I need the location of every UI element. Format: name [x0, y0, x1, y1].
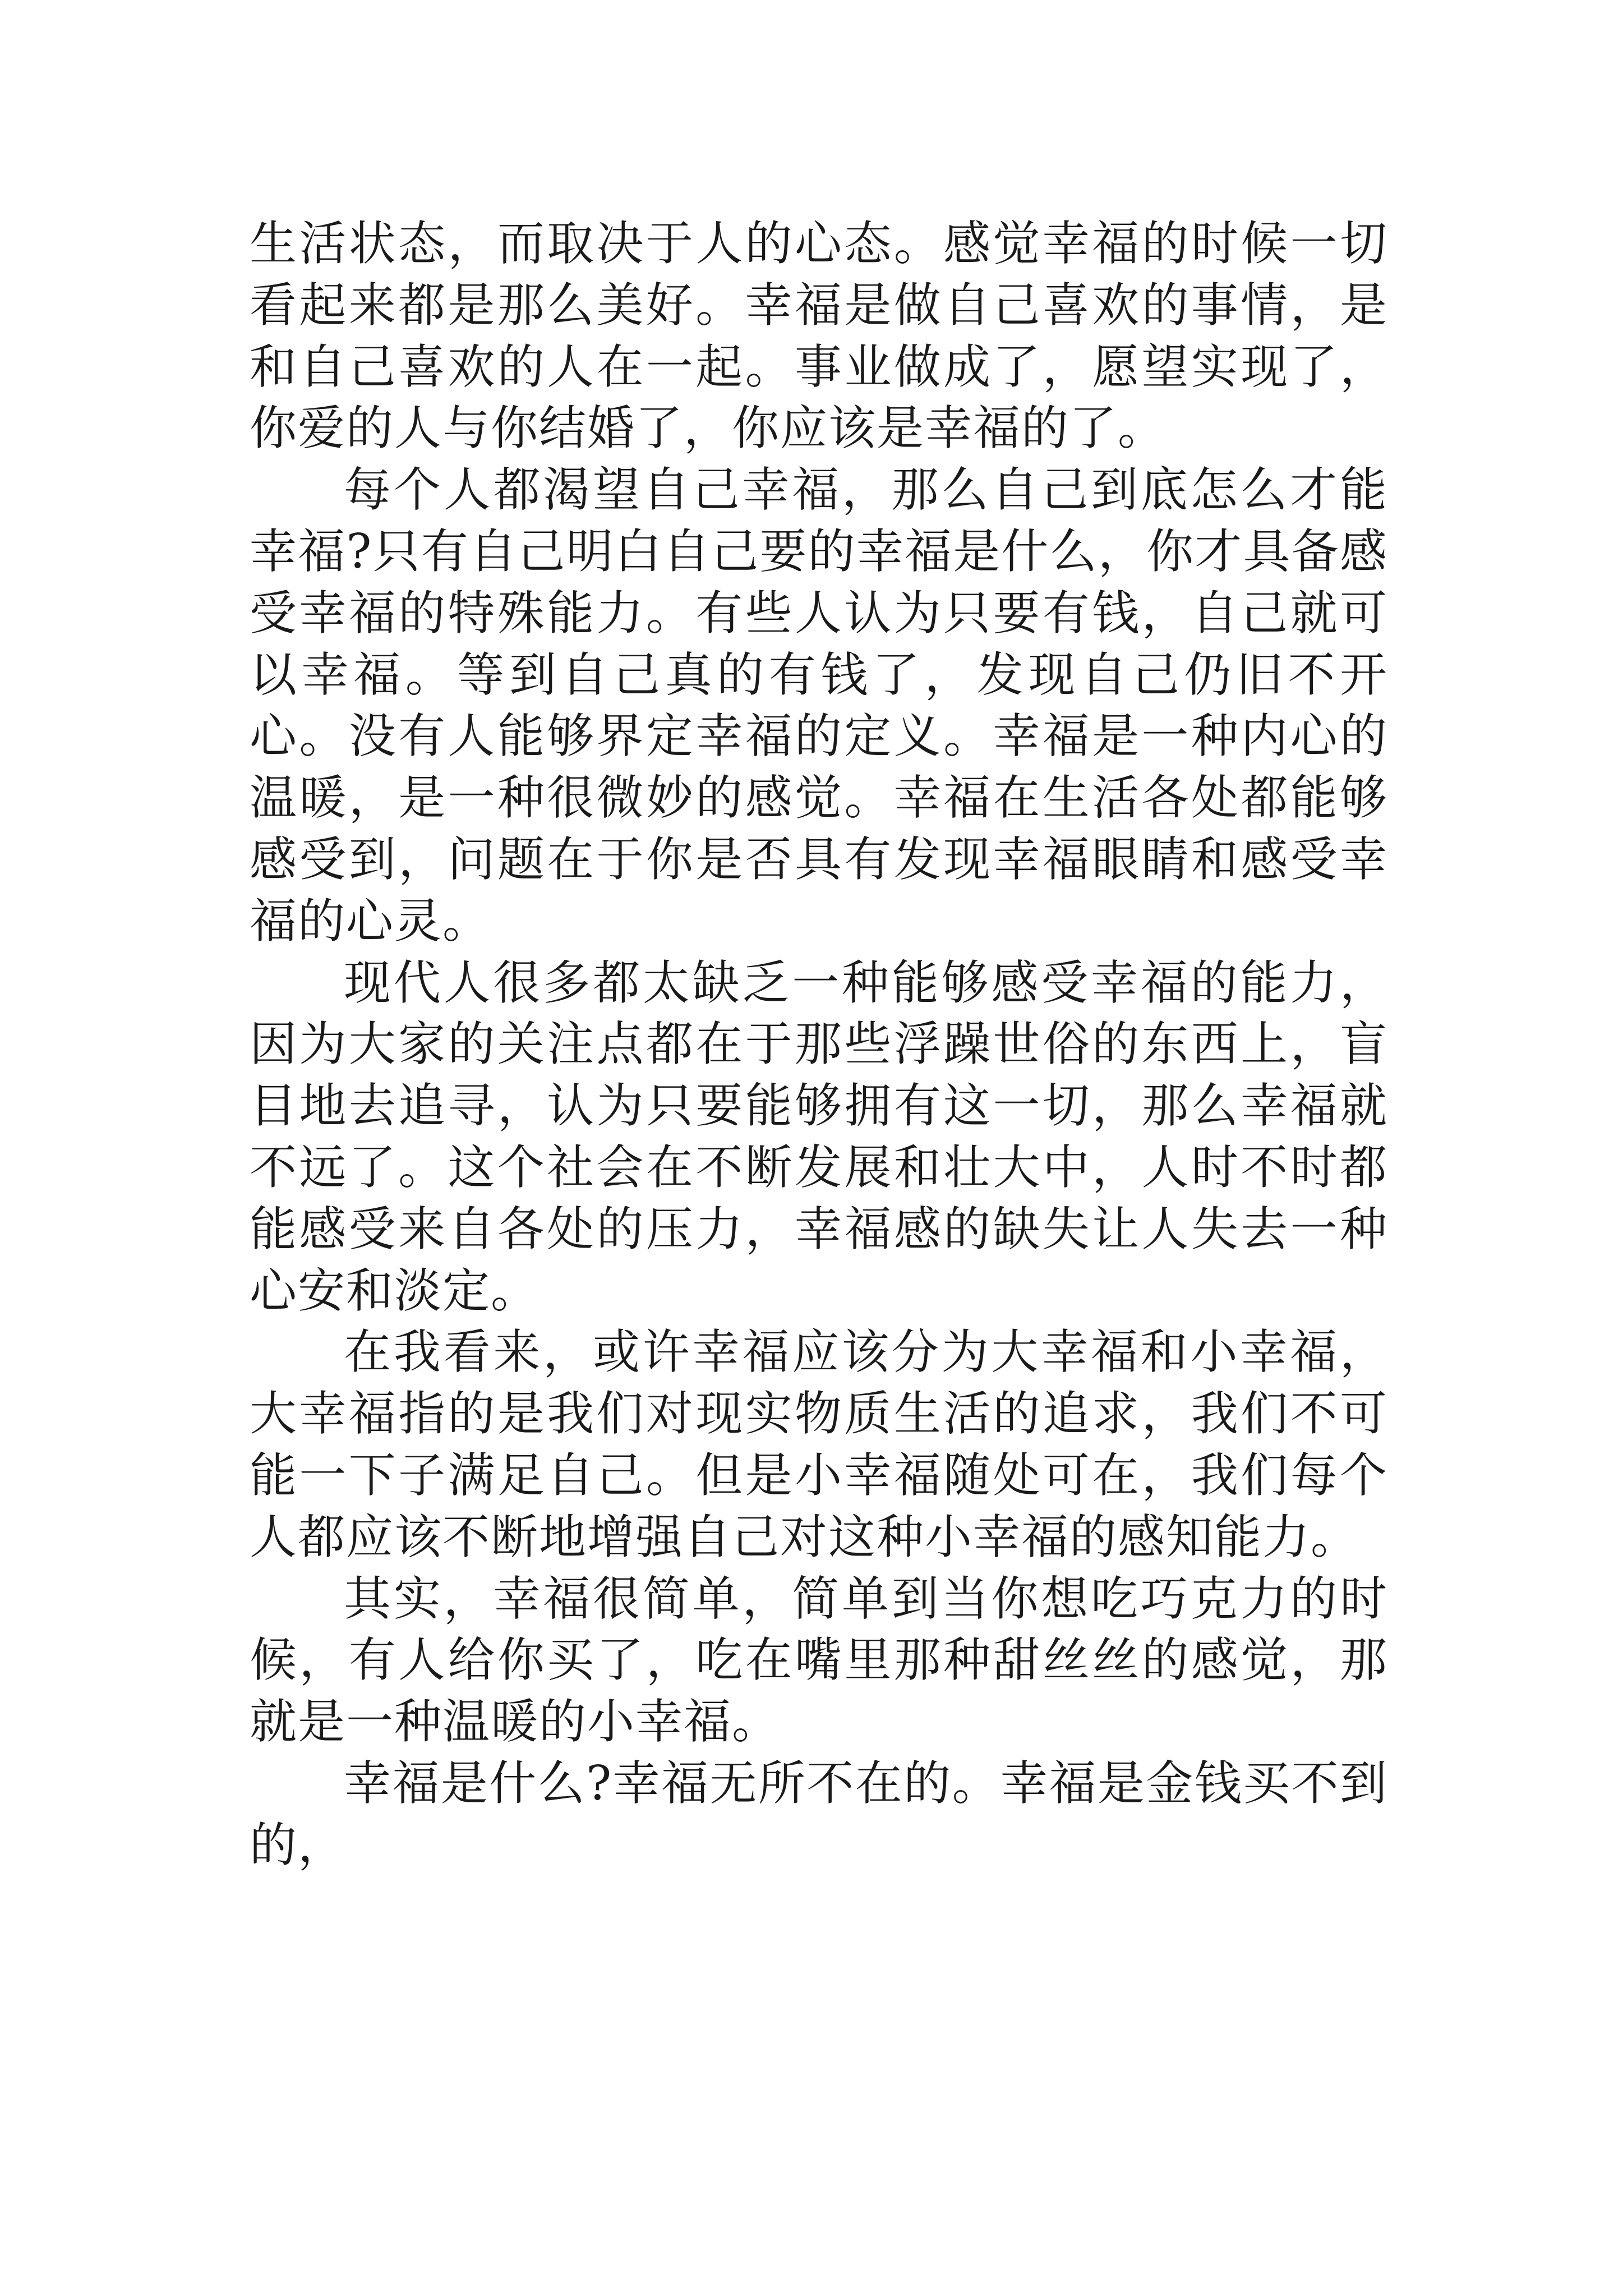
- paragraph-1: 生活状态，而取决于人的心态。感觉幸福的时候一切看起来都是那么美好。幸福是做自己喜欢的事情，是和自己喜欢的人在一起。事业做成了，愿望实现了，你爱的人与你结婚了，你应该是幸福的了。: [250, 216, 1388, 456]
- paragraph-6: 幸福是什么?幸福无所不在的。幸福是金钱买不到的，: [250, 1755, 1388, 1872]
- paragraph-3: 现代人很多都太缺乏一种能够感受幸福的能力，因为大家的关注点都在于那些浮躁世俗的东西上，盲目地去追寻，认为只要能够拥有这一切，那么幸福就不远了。这个社会在不断发展和壮大中，人时不时都能感受来自各处的压力，幸福感的缺失让人失去一种心安和淡定。: [250, 955, 1388, 1318]
- paragraph-4: 在我看来，或许幸福应该分为大幸福和小幸福，大幸福指的是我们对现实物质生活的追求，我们不可能一下子满足自己。但是小幸福随处可在，我们每个人都应该不断地增强自己对这种小幸福的感知能力。: [250, 1324, 1388, 1565]
- paragraph-2: 每个人都渴望自己幸福，那么自己到底怎么才能幸福?只有自己明白自己要的幸福是什么，你才具备感受幸福的特殊能力。有些人认为只要有钱，自己就可以幸福。等到自己真的有钱了，发现自己仍旧不开心。没有人能够界定幸福的定义。幸福是一种内心的温暖，是一种很微妙的感觉。幸福在生活各处都能够感受到，问题在于你是否具有发现幸福眼睛和感受幸福的心灵。: [250, 462, 1388, 949]
- body-text: [250, 213, 1388, 1876]
- paragraph-5: 其实，幸福很简单，简单到当你想吃巧克力的时候，有人给你买了，吃在嘴里那种甜丝丝的感觉，那就是一种温暖的小幸福。: [250, 1571, 1388, 1750]
